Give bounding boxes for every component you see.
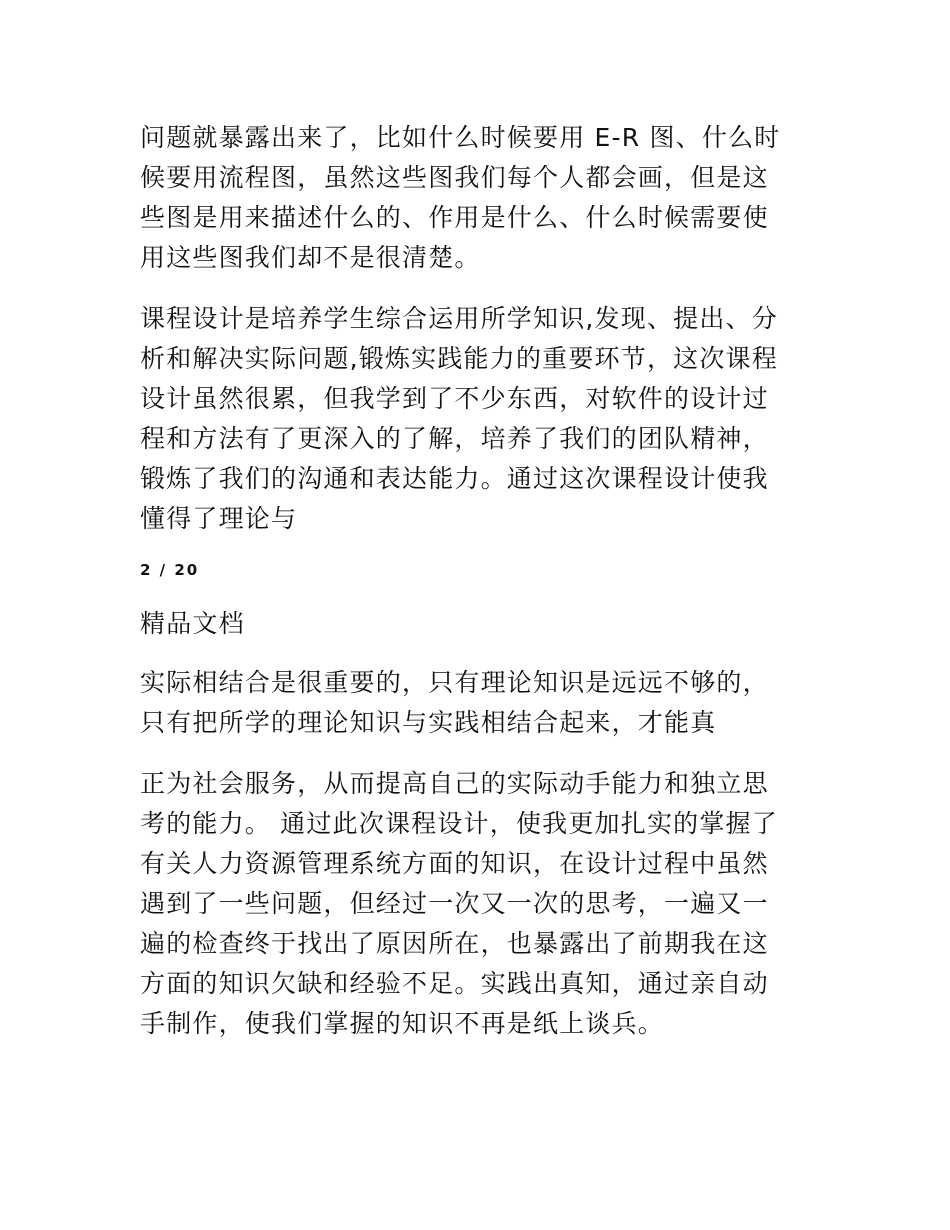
paragraph-3-line: 实际相结合是很重要的，只有理论知识是远远不够的，	[140, 668, 769, 697]
paragraph-2-line: 锻炼了我们的沟通和表达能力。通过这次课程设计使我	[140, 464, 769, 493]
page-header: 精品文档	[140, 609, 245, 638]
paragraph-1-line: 候要用流程图，虽然这些图我们每个人都会画，但是这	[140, 163, 769, 192]
paragraph-4-line: 方面的知识欠缺和经验不足。实践出真知，通过亲自动	[140, 969, 769, 998]
paragraph-4	[140, 764, 800, 1044]
paragraph-4-line: 遇到了一些问题，但经过一次又一次的思考，一遍又一	[140, 889, 769, 918]
paragraph-1	[140, 118, 800, 278]
paragraph-2-line: 懂得了理论与	[140, 504, 298, 533]
page-number: 2 / 20	[140, 561, 200, 579]
paragraph-4-line: 遍的检查终于找出了原因所在，也暴露出了前期我在这	[140, 929, 769, 958]
paragraph-2-line: 课程设计是培养学生综合运用所学知识,发现、提出、分	[140, 304, 778, 333]
paragraph-1-line: 问题就暴露出来了，比如什么时候要用 E-R 图、什么时	[140, 123, 781, 152]
paragraph-1-line: 些图是用来描述什么的、作用是什么、什么时候需要使	[140, 203, 769, 232]
paragraph-4-line: 考的能力。 通过此次课程设计，使我更加扎实的掌握了	[140, 809, 778, 838]
paragraph-1-line: 用这些图我们却不是很清楚。	[140, 243, 481, 272]
paragraph-2-line: 析和解决实际问题,锻炼实践能力的重要环节，这次课程	[140, 344, 778, 373]
paragraph-3-line: 只有把所学的理论知识与实践相结合起来，才能真	[140, 708, 717, 737]
paragraph-2-line: 程和方法有了更深入的了解，培养了我们的团队精神，	[140, 424, 769, 453]
paragraph-4-line: 正为社会服务，从而提高自己的实际动手能力和独立思	[140, 769, 769, 798]
paragraph-4-line: 有关人力资源管理系统方面的知识，在设计过程中虽然	[140, 849, 769, 878]
paragraph-3	[140, 663, 800, 743]
paragraph-2-line: 设计虽然很累，但我学到了不少东西，对软件的设计过	[140, 384, 769, 413]
paragraph-2	[140, 299, 800, 539]
paragraph-4-line: 手制作，使我们掌握的知识不再是纸上谈兵。	[140, 1009, 665, 1038]
